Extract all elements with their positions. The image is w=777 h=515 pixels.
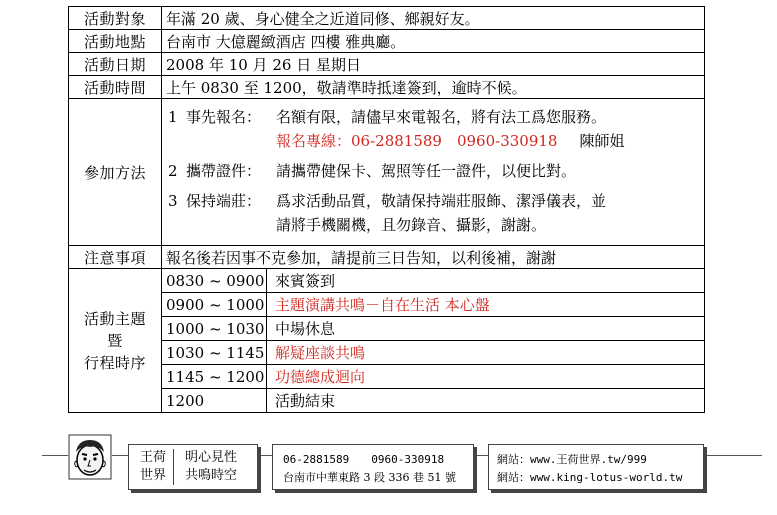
row-label: 注意事項 — [69, 246, 162, 269]
row-method — [69, 99, 705, 246]
website-link[interactable]: 網站：www.王荷世界.tw/999 — [497, 453, 647, 466]
event-info-table — [68, 6, 705, 413]
schedule-activity: 來賓簽到 — [267, 269, 705, 293]
item-heading: 事先報名： — [186, 108, 262, 126]
schedule-activity: 解疑座談共鳴 — [267, 341, 705, 365]
method-item-3-cont — [166, 213, 700, 237]
row-value: 年滿 20 歲、身心健全之近道同修、鄉親好友。 — [162, 7, 705, 30]
item-text: 請攜帶健保卡、駕照等任一證件，以便比對。 — [276, 162, 577, 180]
row-label: 活動日期 — [69, 53, 162, 76]
row-label: 參加方法 — [69, 99, 162, 246]
item-heading: 保持端莊： — [186, 192, 262, 210]
website-link[interactable]: 網站：www.king-lotus-world.tw — [497, 471, 683, 484]
row-value: 報名後若因事不克參加，請提前三日告知，以利後補，謝謝 — [162, 246, 705, 269]
schedule-activity: 中場休息 — [267, 317, 705, 341]
footer-bar — [0, 430, 777, 510]
schedule-time: 1145 ~ 1200 — [162, 365, 267, 389]
row-label: 活動地點 — [69, 30, 162, 53]
row-notes — [69, 246, 705, 269]
row-label: 活動對象 — [69, 7, 162, 30]
row-label: 活動時間 — [69, 76, 162, 99]
item-number: 2 — [168, 162, 178, 180]
motto-line: 共鳴時空 — [185, 468, 238, 483]
schedule-activity: 主題演講共鳴－自在生活 本心盤 — [267, 293, 705, 317]
row-time — [69, 76, 705, 99]
schedule-time: 0830 ~ 0900 — [162, 269, 267, 293]
schedule-label — [69, 269, 162, 413]
item-text: 爲求活動品質，敬請保持端莊服飾、潔淨儀表，並 — [276, 192, 607, 210]
mascot-face-icon — [68, 434, 112, 480]
schedule-row-3 — [69, 341, 705, 365]
row-date — [69, 53, 705, 76]
motto-line: 明心見性 — [185, 450, 238, 465]
schedule-row-2 — [69, 317, 705, 341]
hotline-text: 報名專線：06-2881589 0960-330918 — [276, 132, 558, 150]
hotline-line — [166, 129, 700, 153]
row-place — [69, 30, 705, 53]
method-content — [162, 99, 705, 246]
method-item-2 — [166, 159, 700, 183]
brand-logo — [133, 449, 174, 485]
schedule-time: 1030 ~ 1145 — [162, 341, 267, 365]
schedule-activity: 活動結束 — [267, 389, 705, 413]
schedule-label-line: 暨 — [107, 331, 123, 350]
row-value: 台南市 大億麗緻酒店 四樓 雅典廳。 — [162, 30, 705, 53]
schedule-row-4 — [69, 365, 705, 389]
item-number: 3 — [168, 192, 178, 210]
method-item-3 — [166, 189, 700, 213]
brand-motto — [185, 449, 237, 485]
contact-name: 陳師姐 — [579, 132, 625, 150]
contact-address: 台南市中華東路 3 段 336 巷 51 號 — [283, 471, 456, 484]
item-text: 請將手機關機，且勿錄音、攝影，謝謝。 — [276, 216, 547, 234]
contact-box — [272, 444, 474, 490]
item-heading: 攜帶證件： — [186, 162, 262, 180]
brand-name-line: 王荷 — [139, 450, 166, 465]
schedule-label-line: 活動主題 — [83, 309, 146, 328]
row-target — [69, 7, 705, 30]
brand-box — [128, 444, 258, 490]
schedule-row-5 — [69, 389, 705, 413]
method-item-1 — [166, 105, 700, 129]
schedule-row-1 — [69, 293, 705, 317]
schedule-label-line: 行程時序 — [83, 353, 146, 372]
contact-phones: 06-2881589 0960-330918 — [283, 453, 445, 466]
item-number: 1 — [168, 108, 178, 126]
row-value: 上午 0830 至 1200，敬請準時抵達簽到，逾時不候。 — [162, 76, 705, 99]
item-text: 名額有限，請儘早來電報名，將有法工爲您服務。 — [276, 108, 607, 126]
schedule-time: 1200 — [162, 389, 267, 413]
schedule-time: 1000 ~ 1030 — [162, 317, 267, 341]
schedule-row-0 — [69, 269, 705, 293]
schedule-time: 0900 ~ 1000 — [162, 293, 267, 317]
row-value: 2008 年 10 月 26 日 星期日 — [162, 53, 705, 76]
schedule-activity: 功德總成迴向 — [267, 365, 705, 389]
website-box — [488, 444, 704, 490]
brand-name-line: 世界 — [139, 468, 166, 483]
